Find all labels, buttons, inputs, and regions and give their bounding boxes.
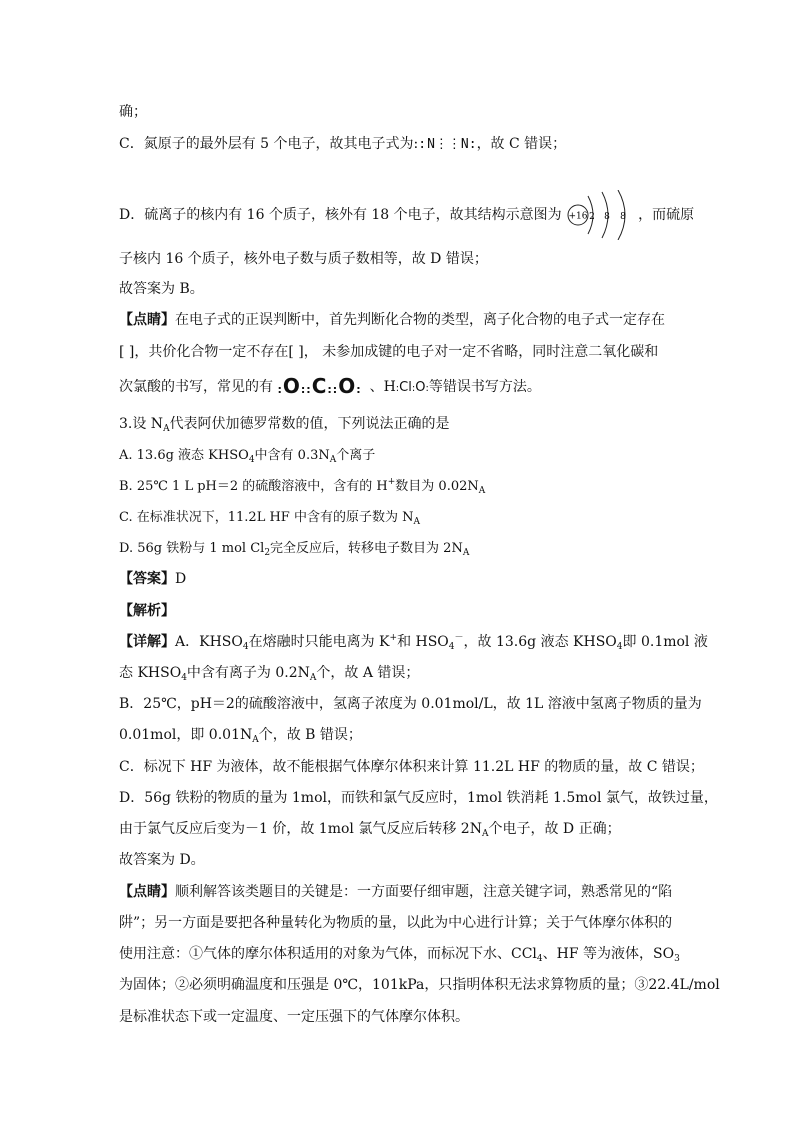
sulfur-ion-structure-diagram	[566, 190, 638, 240]
text-line: 为固体；②必须明确温度和压强是 0℃，101kPa，只指明体积无法求算物质的量；③22.4L/mol	[119, 977, 720, 993]
text-line: 【详解】A．$KHSO_4$在熔融时只能电离为 K+和 $HSO_4^-$，故 13.6g 液态 $KHSO_4$即 0.1mol 液	[119, 633, 708, 652]
text-line: 确；	[119, 104, 147, 120]
text-line: 【点睛】顺利解答该类题目的关键是：一方面要仔细审题，注意关键字词，熟悉常见的“陷	[119, 884, 673, 900]
text-line: 故答案为 D。	[119, 852, 205, 868]
answer-line: 【答案】D	[119, 571, 187, 587]
hclo-electron-formula: :Cl:O:	[395, 380, 429, 395]
text-line: C．标况下 HF 为液体，故不能根据气体摩尔体积来计算 11.2L HF 的物质的量，故 C 错误；	[119, 759, 704, 775]
n2-electron-formula: :N⋮⋮N:	[418, 137, 477, 152]
option-b: B. 25℃ 1 L pH＝2 的硫酸溶液中，含有的 H+数目为 $0.02N_A$	[119, 477, 486, 496]
option-d: D. 56g 铁粉与 1 mol $Cl_2$完全反应后，转移电子数目为 $2N_A$	[119, 541, 470, 558]
text-line: 0.01mol，即 $0.01N_A$个，故 B 错误；	[119, 727, 362, 745]
text-line: 阱”；另一方面是要把各种量转化为物质的量，以此为中心进行计算；关于气体摩尔体积的	[119, 915, 673, 931]
text-line: 【点睛】在电子式的正误判断中，首先判断化合物的类型，离子化合物的电子式一定存在	[119, 312, 665, 328]
text-line: 故答案为 B。	[119, 281, 204, 297]
text-line: C．氮原子的最外层有 5 个电子，故其电子式为::N⋮⋮N:，故 C 错误；	[119, 136, 567, 152]
text-line: [ ]，共价化合物一定不存在[ ]， 未参加成键的电子对一定不省略，同时注意二氧化碳和	[119, 344, 659, 360]
text-line: 态 $KHSO_4$中含有离子为 $0.2N_A$个，故 A 错误；	[119, 665, 420, 683]
option-c: C. 在标准状况下，11.2L HF 中含有的原子数为 $N_A$	[119, 510, 420, 527]
text-line: B．25℃，pH＝2的硫酸溶液中，氢离子浓度为 0.01mol/L，故 1L 溶液中氢离子物质的量为	[119, 696, 702, 712]
text-line: 由于氯气反应后变为－1 价，故 1mol 氯气反应后转移 $2N_A$个电子，故 D 正确；	[119, 821, 621, 839]
text-line: 使用注意：①气体的摩尔体积适用的对象为气体，而标况下水、CCl$_4$、HF 等为液体，$SO_3$	[119, 946, 680, 964]
analysis-heading: 【解析】	[119, 603, 175, 619]
text-line: D．硫离子的核内有 16 个质子，核外有 18 个电子，故其结构示意图为 +16 2 8 8 ，而硫原	[119, 190, 694, 240]
text-line: 子核内 16 个质子，核外电子数与质子数相等，故 D 错误；	[119, 251, 488, 267]
text-line: D．56g 铁粉的物质的量为 1mol，而铁和氯气反应时，1mol 铁消耗 1.5mol 氯气，故铁过量，	[119, 790, 718, 806]
question-stem: 3.设 $N_A$代表阿伏加德罗常数的值，下列说法正确的是	[119, 416, 450, 434]
nucleus-label: +16	[568, 211, 588, 222]
co2-electron-formula: :O::C::O:	[277, 374, 362, 398]
text-line: 是标准状态下或一定温度、一定压强下的气体摩尔体积。	[119, 1009, 469, 1025]
option-a: A. 13.6g 液态 $KHSO_4$中含有 $0.3N_A$个离子	[119, 448, 376, 465]
shell-count: 8	[620, 212, 626, 222]
shell-count: 8	[604, 212, 610, 222]
text-line: 次氯酸的书写，常见的有 :O::C::O: 、H:Cl:O:等错误书写方法。	[119, 374, 541, 398]
shell-count: 2	[589, 212, 595, 222]
